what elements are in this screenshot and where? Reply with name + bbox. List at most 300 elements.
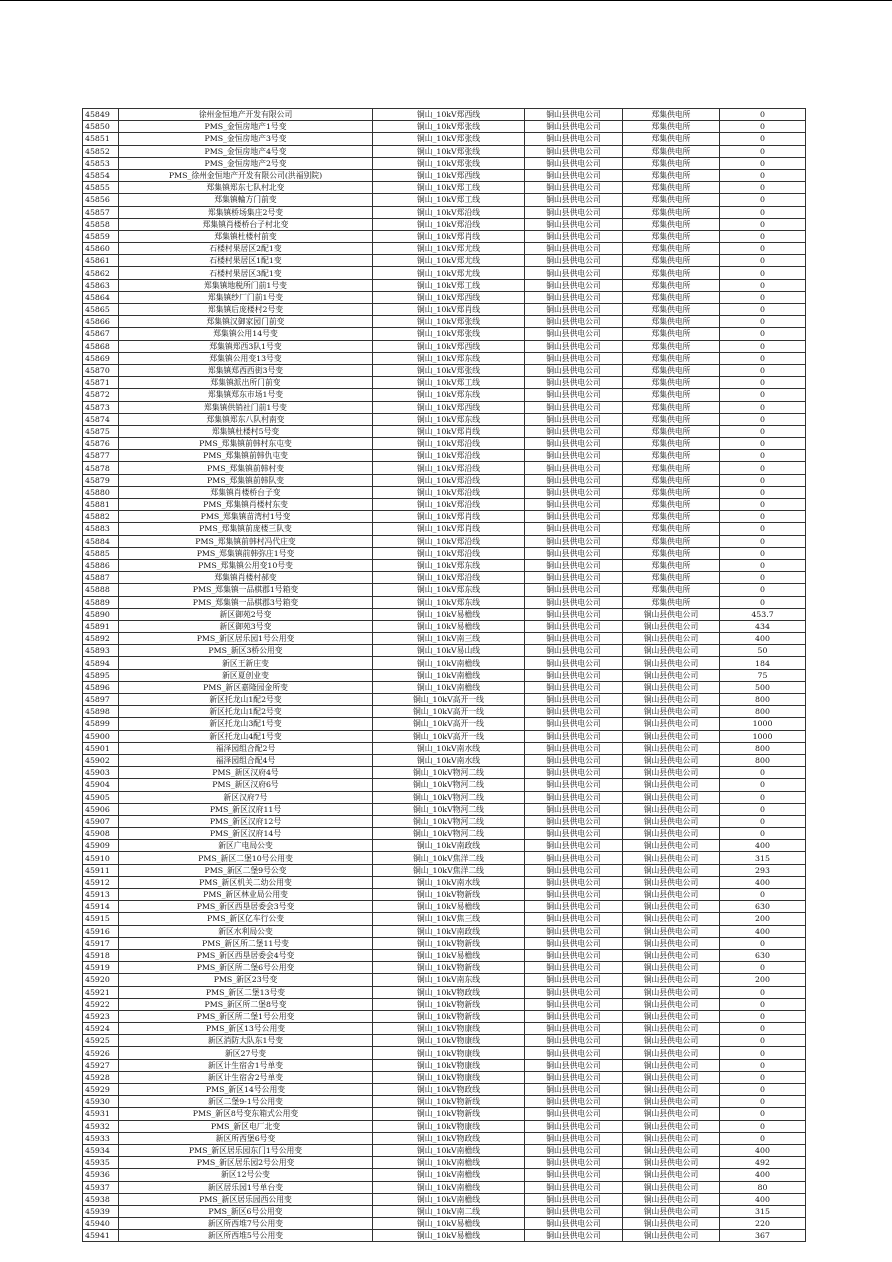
capacity-value-cell: 800 [720, 694, 806, 706]
supply-station-cell: 铜山县供电公司 [623, 1218, 720, 1230]
supply-company-cell: 铜山县供电公司 [525, 474, 623, 486]
supply-station-cell: 郑集供电所 [623, 425, 720, 437]
supply-station-cell: 铜山县供电公司 [623, 1023, 720, 1035]
transformer-name-cell: 郑集镇郑西3队1号变 [119, 340, 373, 352]
table-row [83, 523, 806, 535]
feeder-line-cell: 铜山_10kV焦洋二线 [373, 864, 525, 876]
table-row [83, 1205, 806, 1217]
transformer-name-cell: 郑集镇汉御家园门前变 [119, 316, 373, 328]
transformer-name-cell: 郑集镇郑东七队村北变 [119, 182, 373, 194]
transformer-name-cell: 郑集镇派出所门前变 [119, 377, 373, 389]
row-id-cell: 45922 [83, 998, 119, 1010]
transformer-name-cell: 福泽园组合配2号 [119, 742, 373, 754]
table-row [83, 840, 806, 852]
transformer-name-cell: 徐州金恒地产开发有限公司 [119, 109, 373, 121]
table-row [83, 425, 806, 437]
supply-station-cell: 郑集供电所 [623, 291, 720, 303]
capacity-value-cell: 0 [720, 1071, 806, 1083]
capacity-value-cell: 0 [720, 1120, 806, 1132]
capacity-value-cell: 0 [720, 291, 806, 303]
supply-station-cell: 郑集供电所 [623, 157, 720, 169]
row-id-cell: 45929 [83, 1084, 119, 1096]
transformer-name-cell: 新区水利局公变 [119, 925, 373, 937]
supply-station-cell: 铜山县供电公司 [623, 620, 720, 632]
supply-company-cell: 铜山县供电公司 [525, 377, 623, 389]
supply-station-cell: 铜山县供电公司 [623, 974, 720, 986]
transformer-name-cell: 新区所西堆5号公用变 [119, 1230, 373, 1242]
supply-company-cell: 铜山县供电公司 [525, 535, 623, 547]
table-row [83, 499, 806, 511]
table-row [83, 218, 806, 230]
row-id-cell: 45851 [83, 133, 119, 145]
row-id-cell: 45931 [83, 1108, 119, 1120]
supply-company-cell: 铜山县供电公司 [525, 133, 623, 145]
transformer-name-cell: PMS_新区二堡9号公变 [119, 864, 373, 876]
supply-company-cell: 铜山县供电公司 [525, 121, 623, 133]
supply-station-cell: 铜山县供电公司 [623, 901, 720, 913]
capacity-value-cell: 0 [720, 194, 806, 206]
capacity-value-cell: 0 [720, 328, 806, 340]
feeder-line-cell: 铜山_10kV郑工线 [373, 279, 525, 291]
supply-company-cell: 铜山县供电公司 [525, 1023, 623, 1035]
transformer-name-cell: PMS_郑集镇苗湾村1号变 [119, 511, 373, 523]
transformer-name-cell: PMS_新区西垦居委会4号变 [119, 949, 373, 961]
feeder-line-cell: 铜山_10kV郑沿线 [373, 572, 525, 584]
supply-company-cell: 铜山县供电公司 [525, 169, 623, 181]
supply-company-cell: 铜山县供电公司 [525, 962, 623, 974]
table-row [83, 255, 806, 267]
table-row [83, 974, 806, 986]
row-id-cell: 45930 [83, 1096, 119, 1108]
capacity-value-cell: 0 [720, 889, 806, 901]
capacity-value-cell: 0 [720, 511, 806, 523]
feeder-line-cell: 铜山_10kV物新线 [373, 889, 525, 901]
transformer-name-cell: 新区二堡9-1号公用变 [119, 1096, 373, 1108]
supply-station-cell: 铜山县供电公司 [623, 791, 720, 803]
capacity-value-cell: 0 [720, 1059, 806, 1071]
feeder-line-cell: 铜山_10kV物康线 [373, 1120, 525, 1132]
feeder-line-cell: 铜山_10kV高开一线 [373, 718, 525, 730]
supply-station-cell: 铜山县供电公司 [623, 1120, 720, 1132]
supply-company-cell: 铜山县供电公司 [525, 998, 623, 1010]
supply-station-cell: 郑集供电所 [623, 596, 720, 608]
row-id-cell: 45878 [83, 462, 119, 474]
transformer-name-cell: 郑集镇公用变13号变 [119, 352, 373, 364]
transformer-name-cell: PMS_郑集镇前韩村变 [119, 462, 373, 474]
capacity-value-cell: 0 [720, 243, 806, 255]
supply-company-cell: 铜山县供电公司 [525, 316, 623, 328]
page-top-rule [0, 0, 892, 1]
table-row [83, 864, 806, 876]
table-row [83, 182, 806, 194]
transformer-name-cell: PMS_新区所二堡1号公用变 [119, 1010, 373, 1022]
feeder-line-cell: 铜山_10kV郑沿线 [373, 499, 525, 511]
transformer-name-cell: 新区计生宿舍1号单变 [119, 1059, 373, 1071]
feeder-line-cell: 铜山_10kV南檐线 [373, 1144, 525, 1156]
supply-company-cell: 铜山县供电公司 [525, 145, 623, 157]
row-id-cell: 45921 [83, 986, 119, 998]
feeder-line-cell: 铜山_10kV郑沿线 [373, 218, 525, 230]
feeder-line-cell: 铜山_10kV郑沿线 [373, 450, 525, 462]
supply-company-cell: 铜山县供电公司 [525, 706, 623, 718]
transformer-name-cell: PMS_金恒房地产1号变 [119, 121, 373, 133]
feeder-line-cell: 铜山_10kV郑肖线 [373, 230, 525, 242]
supply-company-cell: 铜山县供电公司 [525, 389, 623, 401]
row-id-cell: 45861 [83, 255, 119, 267]
row-id-cell: 45936 [83, 1169, 119, 1181]
capacity-value-cell: 630 [720, 949, 806, 961]
capacity-value-cell: 400 [720, 1144, 806, 1156]
supply-company-cell: 铜山县供电公司 [525, 1157, 623, 1169]
table-row [83, 559, 806, 571]
capacity-value-cell: 0 [720, 998, 806, 1010]
table-row [83, 718, 806, 730]
table-row [83, 681, 806, 693]
transformer-name-cell: 郑集镇肖楼桥台子变 [119, 486, 373, 498]
supply-company-cell: 铜山县供电公司 [525, 791, 623, 803]
transformer-name-cell: PMS_郑集镇前韩仇屯变 [119, 450, 373, 462]
transformer-name-cell: 石楼村果居区2配1变 [119, 243, 373, 255]
feeder-line-cell: 铜山_10kV郑沿线 [373, 547, 525, 559]
table-row [83, 279, 806, 291]
capacity-value-cell: 0 [720, 1084, 806, 1096]
supply-company-cell: 铜山县供电公司 [525, 584, 623, 596]
capacity-value-cell: 0 [720, 438, 806, 450]
feeder-line-cell: 铜山_10kV郑肖线 [373, 304, 525, 316]
supply-company-cell: 铜山县供电公司 [525, 1096, 623, 1108]
row-id-cell: 45913 [83, 889, 119, 901]
capacity-value-cell: 800 [720, 742, 806, 754]
row-id-cell: 45917 [83, 937, 119, 949]
table-row [83, 121, 806, 133]
supply-station-cell: 郑集供电所 [623, 182, 720, 194]
row-id-cell: 45903 [83, 767, 119, 779]
supply-station-cell: 郑集供电所 [623, 169, 720, 181]
table-row [83, 352, 806, 364]
capacity-value-cell: 0 [720, 279, 806, 291]
row-id-cell: 45918 [83, 949, 119, 961]
row-id-cell: 45939 [83, 1205, 119, 1217]
feeder-line-cell: 铜山_10kV郑张线 [373, 145, 525, 157]
supply-company-cell: 铜山县供电公司 [525, 1132, 623, 1144]
supply-company-cell: 铜山县供电公司 [525, 279, 623, 291]
feeder-line-cell: 铜山_10kV郑西线 [373, 291, 525, 303]
feeder-line-cell: 铜山_10kV南檐线 [373, 657, 525, 669]
supply-company-cell: 铜山县供电公司 [525, 218, 623, 230]
table-row [83, 1120, 806, 1132]
feeder-line-cell: 铜山_10kV南檐线 [373, 1157, 525, 1169]
feeder-line-cell: 铜山_10kV郑西线 [373, 109, 525, 121]
supply-station-cell: 郑集供电所 [623, 535, 720, 547]
supply-station-cell: 铜山县供电公司 [623, 645, 720, 657]
supply-company-cell: 铜山县供电公司 [525, 206, 623, 218]
supply-company-cell: 铜山县供电公司 [525, 754, 623, 766]
table-row [83, 572, 806, 584]
transformer-name-cell: PMS_金恒房地产4号变 [119, 145, 373, 157]
row-id-cell: 45934 [83, 1144, 119, 1156]
row-id-cell: 45871 [83, 377, 119, 389]
supply-station-cell: 郑集供电所 [623, 377, 720, 389]
supply-company-cell: 铜山县供电公司 [525, 255, 623, 267]
supply-company-cell: 铜山县供电公司 [525, 1059, 623, 1071]
table-row [83, 1108, 806, 1120]
supply-station-cell: 铜山县供电公司 [623, 876, 720, 888]
supply-station-cell: 铜山县供电公司 [623, 706, 720, 718]
table-row [83, 669, 806, 681]
capacity-value-cell: 0 [720, 401, 806, 413]
feeder-line-cell: 铜山_10kV物河二线 [373, 779, 525, 791]
supply-station-cell: 郑集供电所 [623, 206, 720, 218]
supply-station-cell: 郑集供电所 [623, 109, 720, 121]
transformer-name-cell: 郑集镇供销社门前1号变 [119, 401, 373, 413]
supply-station-cell: 铜山县供电公司 [623, 815, 720, 827]
row-id-cell: 45865 [83, 304, 119, 316]
capacity-value-cell: 0 [720, 523, 806, 535]
transformer-name-cell: 郑集镇肖楼桥台子村北变 [119, 218, 373, 230]
capacity-value-cell: 0 [720, 1096, 806, 1108]
supply-station-cell: 郑集供电所 [623, 218, 720, 230]
table-row [83, 937, 806, 949]
table-row [83, 1144, 806, 1156]
supply-company-cell: 铜山县供电公司 [525, 681, 623, 693]
supply-company-cell: 铜山县供电公司 [525, 291, 623, 303]
supply-company-cell: 铜山县供电公司 [525, 596, 623, 608]
supply-station-cell: 铜山县供电公司 [623, 1059, 720, 1071]
supply-station-cell: 郑集供电所 [623, 279, 720, 291]
capacity-value-cell: 0 [720, 364, 806, 376]
row-id-cell: 45908 [83, 828, 119, 840]
feeder-line-cell: 铜山_10kV郑东线 [373, 596, 525, 608]
transformer-name-cell: PMS_新区机关二幼公用变 [119, 876, 373, 888]
supply-company-cell: 铜山县供电公司 [525, 633, 623, 645]
feeder-line-cell: 铜山_10kV郑东线 [373, 584, 525, 596]
feeder-line-cell: 铜山_10kV易山线 [373, 645, 525, 657]
capacity-value-cell: 400 [720, 1169, 806, 1181]
feeder-line-cell: 铜山_10kV郑东线 [373, 559, 525, 571]
feeder-line-cell: 铜山_10kV易檐线 [373, 608, 525, 620]
capacity-value-cell: 0 [720, 462, 806, 474]
supply-company-cell: 铜山县供电公司 [525, 913, 623, 925]
supply-station-cell: 郑集供电所 [623, 438, 720, 450]
supply-company-cell: 铜山县供电公司 [525, 608, 623, 620]
capacity-value-cell: 0 [720, 767, 806, 779]
supply-company-cell: 铜山县供电公司 [525, 657, 623, 669]
supply-company-cell: 铜山县供电公司 [525, 364, 623, 376]
capacity-value-cell: 0 [720, 145, 806, 157]
row-id-cell: 45872 [83, 389, 119, 401]
transformer-name-cell: PMS_新区3桥公用变 [119, 645, 373, 657]
transformer-name-cell: PMS_新区西垦居委会3号变 [119, 901, 373, 913]
row-id-cell: 45898 [83, 706, 119, 718]
supply-company-cell: 铜山县供电公司 [525, 450, 623, 462]
supply-company-cell: 铜山县供电公司 [525, 486, 623, 498]
supply-station-cell: 郑集供电所 [623, 572, 720, 584]
feeder-line-cell: 铜山_10kV物河二线 [373, 815, 525, 827]
capacity-value-cell: 0 [720, 779, 806, 791]
supply-company-cell: 铜山县供电公司 [525, 438, 623, 450]
row-id-cell: 45888 [83, 584, 119, 596]
supply-company-cell: 铜山县供电公司 [525, 864, 623, 876]
supply-station-cell: 铜山县供电公司 [623, 962, 720, 974]
feeder-line-cell: 铜山_10kV郑张线 [373, 316, 525, 328]
capacity-value-cell: 0 [720, 425, 806, 437]
transformer-name-cell: 新区夏创业变 [119, 669, 373, 681]
feeder-line-cell: 铜山_10kV物新线 [373, 1010, 525, 1022]
feeder-line-cell: 铜山_10kV郑西线 [373, 401, 525, 413]
row-id-cell: 45876 [83, 438, 119, 450]
table-row [83, 267, 806, 279]
table-row [83, 913, 806, 925]
capacity-value-cell: 400 [720, 840, 806, 852]
table-row [83, 1023, 806, 1035]
feeder-line-cell: 铜山_10kV郑沿线 [373, 535, 525, 547]
supply-station-cell: 郑集供电所 [623, 145, 720, 157]
transformer-name-cell: 郑集镇郑东八队村南变 [119, 413, 373, 425]
table-row [83, 1157, 806, 1169]
supply-station-cell: 郑集供电所 [623, 194, 720, 206]
supply-company-cell: 铜山县供电公司 [525, 949, 623, 961]
row-id-cell: 45887 [83, 572, 119, 584]
capacity-value-cell: 0 [720, 1035, 806, 1047]
capacity-value-cell: 50 [720, 645, 806, 657]
transformer-name-cell: PMS_郑集镇公用变10号变 [119, 559, 373, 571]
transformer-name-cell: PMS_新区居乐园东门1号公用变 [119, 1144, 373, 1156]
row-id-cell: 45870 [83, 364, 119, 376]
supply-station-cell: 铜山县供电公司 [623, 828, 720, 840]
table-row [83, 169, 806, 181]
capacity-value-cell: 0 [720, 962, 806, 974]
row-id-cell: 45897 [83, 694, 119, 706]
supply-station-cell: 铜山县供电公司 [623, 1181, 720, 1193]
capacity-value-cell: 0 [720, 547, 806, 559]
transformer-name-cell: PMS_郑集镇前韩村东屯变 [119, 438, 373, 450]
capacity-value-cell: 0 [720, 304, 806, 316]
row-id-cell: 45899 [83, 718, 119, 730]
supply-station-cell: 铜山县供电公司 [623, 1035, 720, 1047]
capacity-value-cell: 434 [720, 620, 806, 632]
capacity-value-cell: 500 [720, 681, 806, 693]
supply-station-cell: 铜山县供电公司 [623, 889, 720, 901]
capacity-value-cell: 293 [720, 864, 806, 876]
feeder-line-cell: 铜山_10kV高开一线 [373, 694, 525, 706]
table-row [83, 109, 806, 121]
supply-station-cell: 铜山县供电公司 [623, 694, 720, 706]
row-id-cell: 45904 [83, 779, 119, 791]
capacity-value-cell: 0 [720, 316, 806, 328]
row-id-cell: 45880 [83, 486, 119, 498]
row-id-cell: 45884 [83, 535, 119, 547]
row-id-cell: 45863 [83, 279, 119, 291]
supply-station-cell: 郑集供电所 [623, 352, 720, 364]
transformer-name-cell: PMS_郑集镇前韩队变 [119, 474, 373, 486]
table-row [83, 706, 806, 718]
feeder-line-cell: 铜山_10kV郑东线 [373, 389, 525, 401]
row-id-cell: 45919 [83, 962, 119, 974]
row-id-cell: 45890 [83, 608, 119, 620]
transformer-name-cell: PMS_郑集镇前韩弥庄1号变 [119, 547, 373, 559]
row-id-cell: 45928 [83, 1071, 119, 1083]
supply-company-cell: 铜山县供电公司 [525, 742, 623, 754]
table-row [83, 852, 806, 864]
supply-company-cell: 铜山县供电公司 [525, 1120, 623, 1132]
supply-station-cell: 铜山县供电公司 [623, 1144, 720, 1156]
row-id-cell: 45933 [83, 1132, 119, 1144]
transformer-name-cell: PMS_新区所二堡11号变 [119, 937, 373, 949]
capacity-value-cell: 0 [720, 596, 806, 608]
table-row [83, 901, 806, 913]
row-id-cell: 45916 [83, 925, 119, 937]
supply-company-cell: 铜山县供电公司 [525, 1071, 623, 1083]
supply-company-cell: 铜山县供电公司 [525, 669, 623, 681]
supply-company-cell: 铜山县供电公司 [525, 1205, 623, 1217]
feeder-line-cell: 铜山_10kV南檐线 [373, 1169, 525, 1181]
table-row [83, 1169, 806, 1181]
supply-station-cell: 铜山县供电公司 [623, 754, 720, 766]
supply-station-cell: 铜山县供电公司 [623, 633, 720, 645]
transformer-name-cell: PMS_郑集镇一品棋郡1号箱变 [119, 584, 373, 596]
supply-station-cell: 郑集供电所 [623, 462, 720, 474]
supply-company-cell: 铜山县供电公司 [525, 499, 623, 511]
transformer-name-cell: 新区托龙山4配1号变 [119, 730, 373, 742]
feeder-line-cell: 铜山_10kV焦洋二线 [373, 852, 525, 864]
feeder-line-cell: 铜山_10kV郑肖线 [373, 511, 525, 523]
transformer-name-cell: 石楼村果居区1配1变 [119, 255, 373, 267]
table-row [83, 340, 806, 352]
row-id-cell: 45926 [83, 1047, 119, 1059]
transformer-name-cell: PMS_新区居乐园1号公用变 [119, 633, 373, 645]
transformer-name-cell: PMS_新区林业局公用变 [119, 889, 373, 901]
supply-station-cell: 郑集供电所 [623, 364, 720, 376]
table-row [83, 1035, 806, 1047]
supply-company-cell: 铜山县供电公司 [525, 1010, 623, 1022]
transformer-name-cell: 郑集镇輪方门前变 [119, 194, 373, 206]
supply-station-cell: 铜山县供电公司 [623, 657, 720, 669]
table-row [83, 291, 806, 303]
supply-company-cell: 铜山县供电公司 [525, 572, 623, 584]
supply-company-cell: 铜山县供电公司 [525, 1035, 623, 1047]
supply-company-cell: 铜山县供电公司 [525, 645, 623, 657]
supply-company-cell: 铜山县供电公司 [525, 1108, 623, 1120]
capacity-value-cell: 453.7 [720, 608, 806, 620]
supply-station-cell: 铜山县供电公司 [623, 1230, 720, 1242]
supply-company-cell: 铜山县供电公司 [525, 779, 623, 791]
supply-station-cell: 铜山县供电公司 [623, 767, 720, 779]
row-id-cell: 45858 [83, 218, 119, 230]
feeder-line-cell: 铜山_10kV物河二线 [373, 828, 525, 840]
transformer-name-cell: 郑集镇桥场集庄2号变 [119, 206, 373, 218]
supply-company-cell: 铜山县供电公司 [525, 974, 623, 986]
row-id-cell: 45900 [83, 730, 119, 742]
supply-company-cell: 铜山县供电公司 [525, 876, 623, 888]
supply-company-cell: 铜山县供电公司 [525, 901, 623, 913]
feeder-line-cell: 铜山_10kV南檐线 [373, 669, 525, 681]
row-id-cell: 45862 [83, 267, 119, 279]
supply-company-cell: 铜山县供电公司 [525, 194, 623, 206]
row-id-cell: 45860 [83, 243, 119, 255]
supply-station-cell: 铜山县供电公司 [623, 937, 720, 949]
feeder-line-cell: 铜山_10kV郑工线 [373, 182, 525, 194]
supply-station-cell: 铜山县供电公司 [623, 1205, 720, 1217]
feeder-line-cell: 铜山_10kV物新线 [373, 1108, 525, 1120]
row-id-cell: 45894 [83, 657, 119, 669]
capacity-value-cell: 0 [720, 169, 806, 181]
table-row [83, 1010, 806, 1022]
transformer-name-cell: PMS_新区14号公用变 [119, 1084, 373, 1096]
supply-company-cell: 铜山县供电公司 [525, 352, 623, 364]
row-id-cell: 45855 [83, 182, 119, 194]
table-row [83, 462, 806, 474]
feeder-line-cell: 铜山_10kV南政线 [373, 840, 525, 852]
